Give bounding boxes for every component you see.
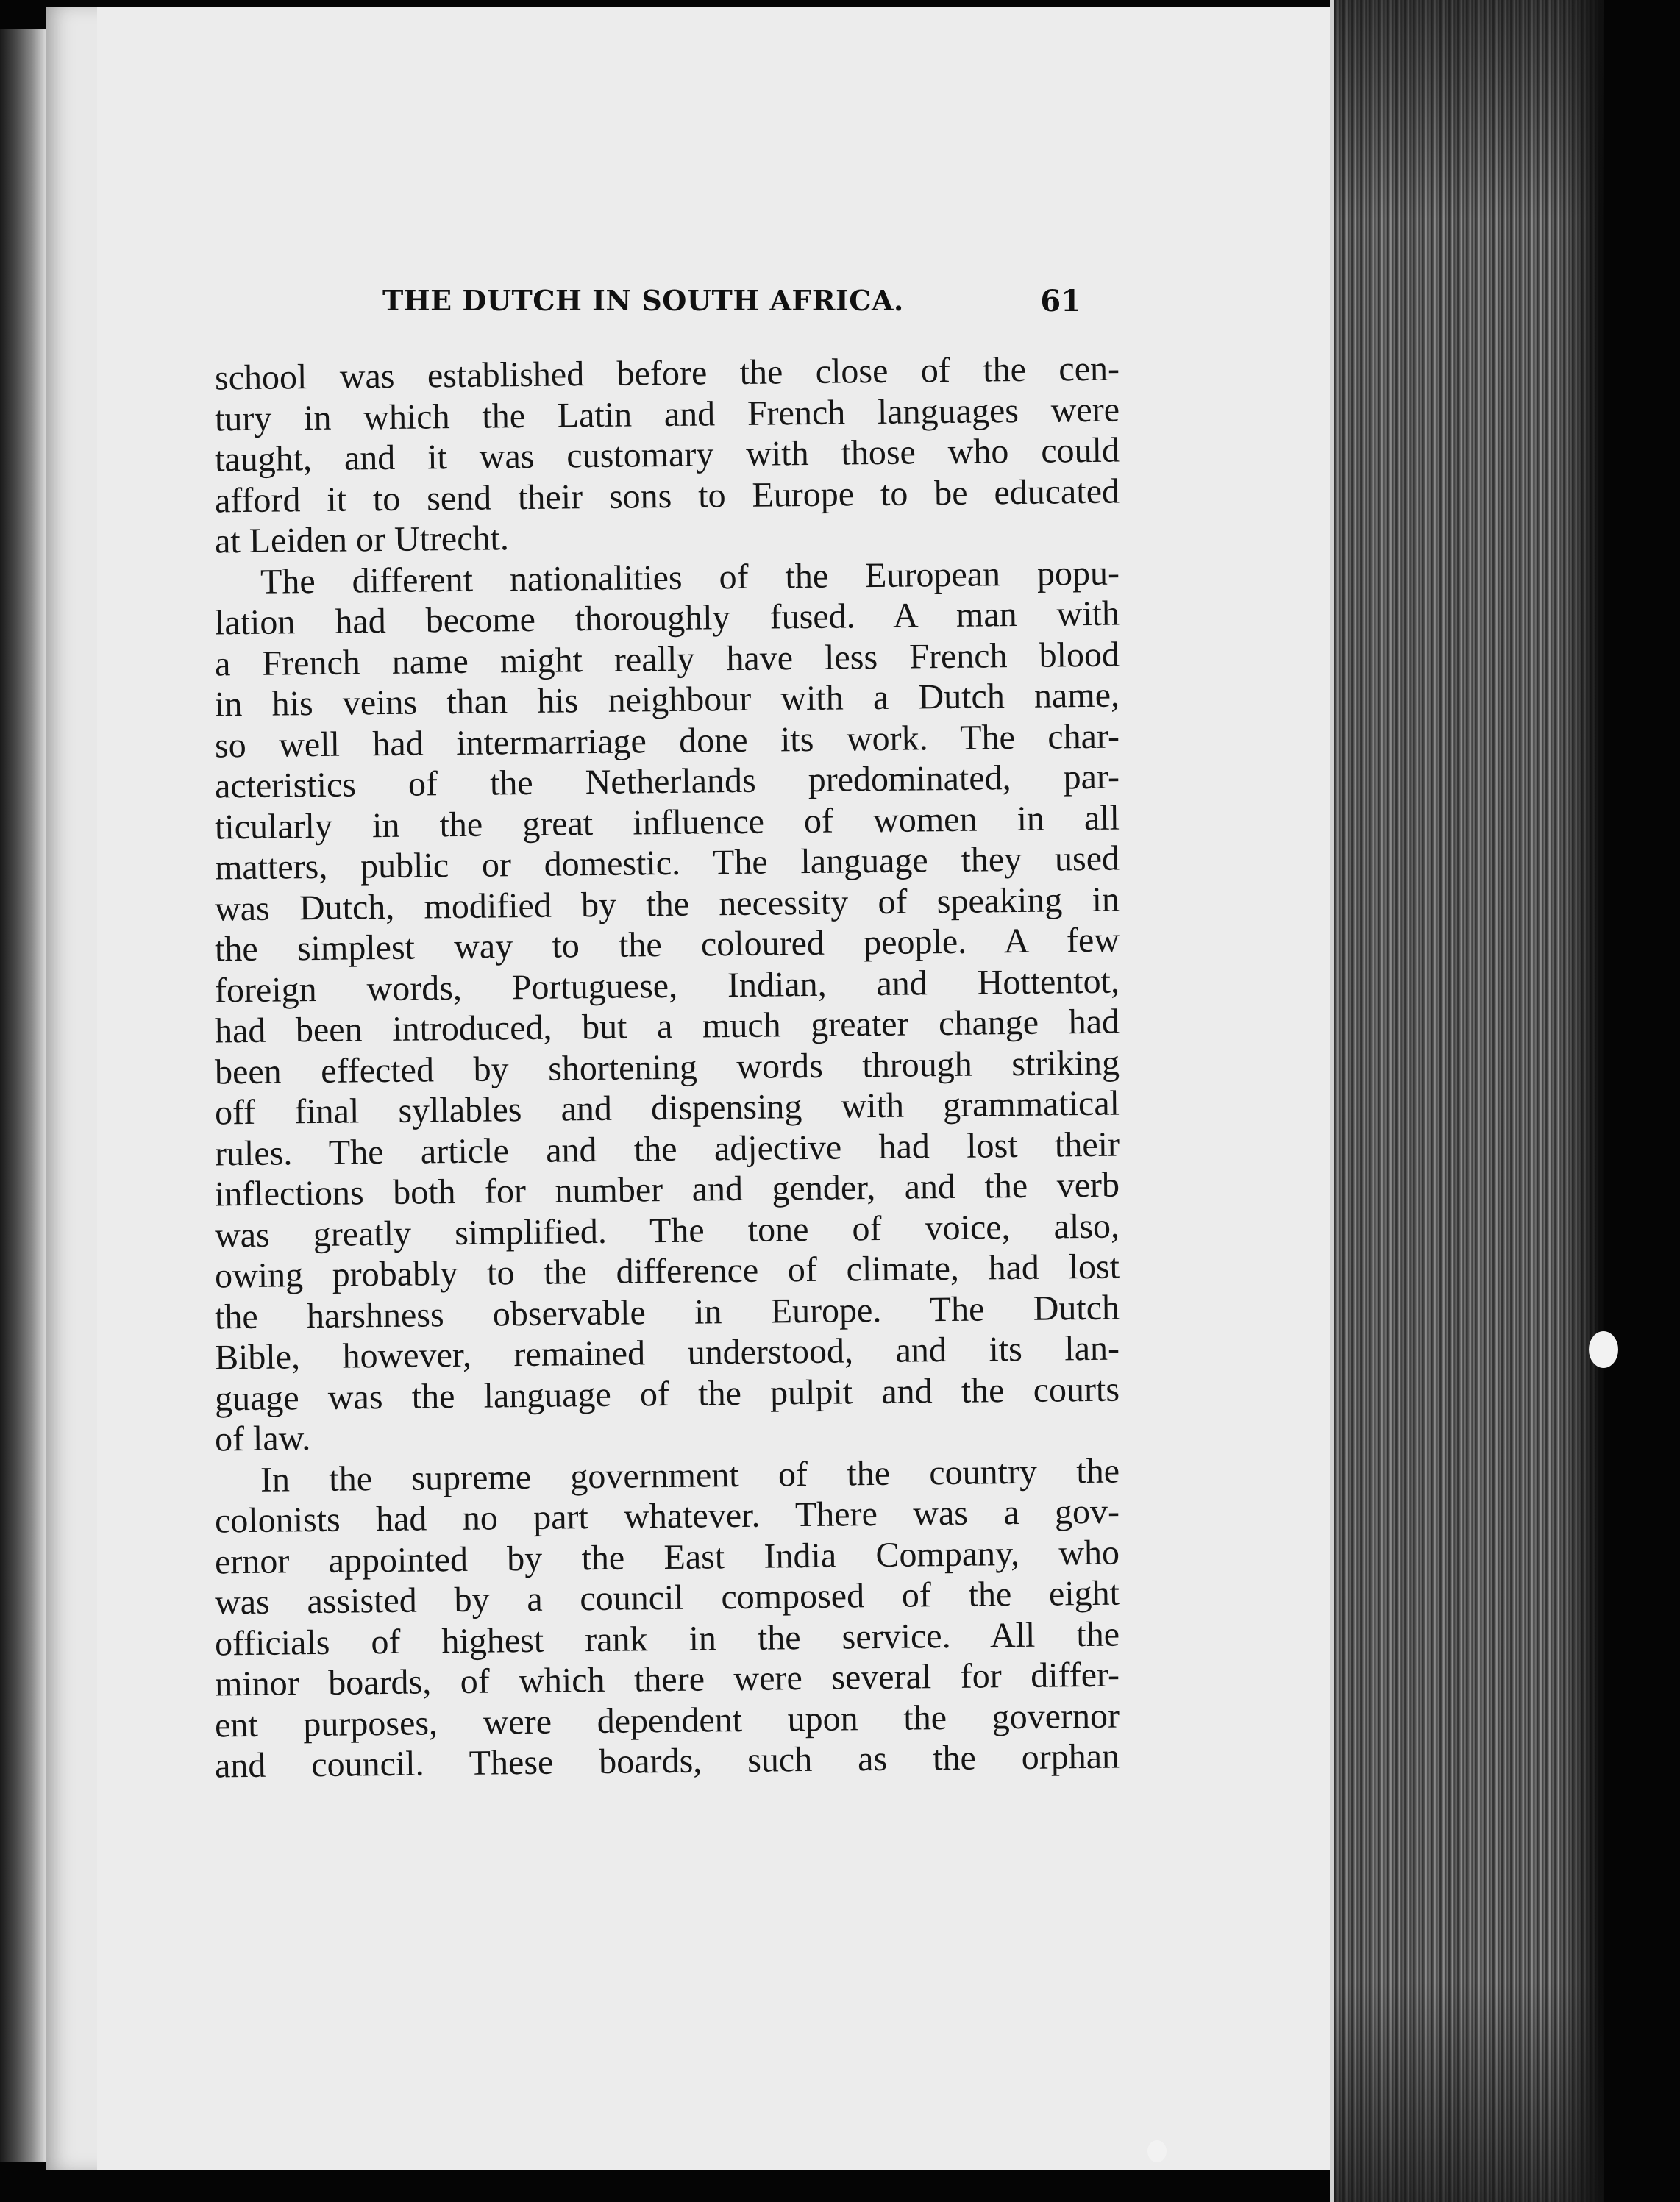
text-line: had been introduced, but a much greater change had <box>214 1002 1120 1051</box>
text-line: ticularly in the great influence of women in all <box>214 798 1120 847</box>
text-line: the simplest way to the coloured people. A few <box>214 920 1120 969</box>
text-line: the harshness observable in Europe. The Dutch <box>214 1288 1120 1336</box>
text-line: lation had become thoroughly fused. A man with <box>214 594 1120 643</box>
text-line: In the supreme government of the country the <box>260 1451 1120 1500</box>
text-line: Bible, however, remained understood, and its lan- <box>214 1328 1120 1378</box>
text-line: rules. The article and the adjective had lost their <box>214 1125 1120 1173</box>
text-line: colonists had no part whatever. There was a gov- <box>214 1492 1120 1541</box>
margin-speck <box>1589 1331 1618 1368</box>
text-line: at Leiden or Utrecht. <box>214 519 510 561</box>
text-line: taught, and it was customary with those who could <box>214 430 1120 480</box>
text-line: in his veins than his neighbour with a Dutch name, <box>214 675 1120 724</box>
text-line: a French name might really have less French blood <box>214 635 1120 683</box>
book-page-edges <box>1330 0 1604 2202</box>
text-line: foreign words, Portuguese, Indian, and Hottentot, <box>214 961 1120 1010</box>
text-line: so well had intermarriage done its work. The char- <box>214 716 1120 765</box>
text-line: minor boards, of which there were several for differ- <box>214 1655 1120 1704</box>
book-gutter-left <box>0 29 46 2162</box>
text-line: school was established before the close of the cen- <box>214 349 1120 398</box>
text-line: of law. <box>214 1419 311 1459</box>
text-line: owing probably to the difference of climate, had lost <box>214 1247 1120 1296</box>
running-head-title: THE DUTCH IN SOUTH AFRICA. <box>382 284 904 317</box>
text-line: The different nationalities of the European popu- <box>260 553 1120 602</box>
text-line: and council. These boards, such as the orphan <box>214 1736 1120 1786</box>
body-text <box>214 349 1120 1786</box>
text-line: was Dutch, modified by the necessity of speaking in <box>214 880 1120 928</box>
text-line: ernor appointed by the East India Company, who <box>214 1533 1120 1581</box>
text-line: guage was the language of the pulpit and the courts <box>214 1369 1120 1418</box>
running-header <box>382 284 1081 328</box>
text-line: officials of highest rank in the service. All the <box>214 1614 1120 1663</box>
text-line: off final syllables and dispensing with grammatical <box>214 1083 1120 1133</box>
text-line: tury in which the Latin and French languages were <box>214 390 1120 438</box>
text-line: was greatly simplified. The tone of voice, also, <box>214 1206 1120 1255</box>
text-line: ent purposes, were dependent upon the governor <box>214 1696 1120 1745</box>
text-line: been effected by shortening words through striking <box>214 1043 1120 1091</box>
page-number: 61 <box>1040 284 1081 318</box>
text-line: acteristics of the Netherlands predominated, par- <box>214 757 1120 806</box>
text-line: inflections both for number and gender, and the verb <box>214 1165 1120 1214</box>
text-line: was assisted by a council composed of the eight <box>214 1573 1120 1622</box>
margin-speck <box>1147 2140 1167 2162</box>
text-line: matters, public or domestic. The language they used <box>214 838 1120 888</box>
text-line: afford it to send their sons to Europe to be educated <box>214 471 1120 520</box>
